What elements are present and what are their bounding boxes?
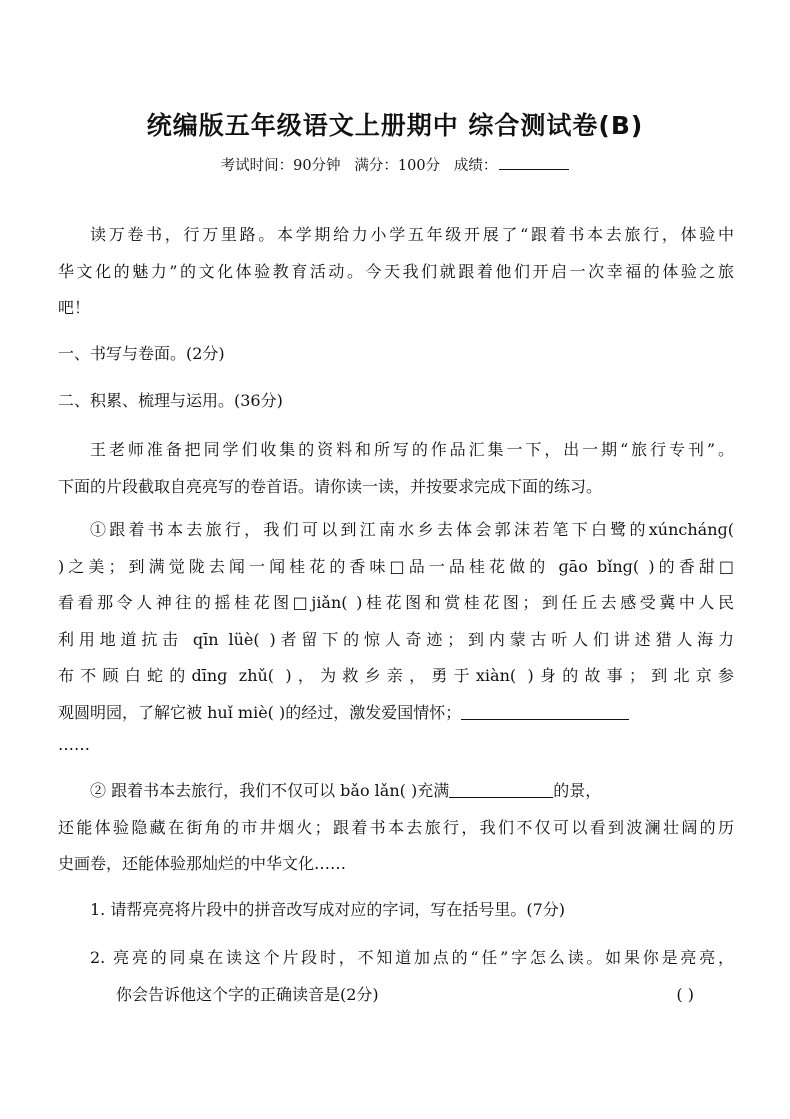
passage-two [58, 773, 734, 883]
section-heading: 一、书写与卷面。(2分) [58, 344, 225, 363]
answer-blank[interactable] [449, 781, 553, 798]
intro-line: 华文化的魅力”的文化体验教育活动。今天我们就跟着他们开启一次幸福的体验之旅 [58, 261, 734, 281]
question-one [58, 892, 734, 929]
passage-line: )之美；到满觉陇去闻一闻桂花的香味□品一品桂花做的 ɡāo bǐnɡ( )的香甜□ [58, 556, 734, 576]
answer-blank[interactable] [461, 703, 629, 720]
intro-line: 读万卷书，行万里路。本学期给力小学五年级开展了“跟着书本去旅行，体验中 [90, 225, 734, 244]
passage-line: 看看那令人神往的摇桂花图□jiǎn( )桂花图和赏桂花图；到任丘去感受冀中人民 [58, 593, 734, 612]
question-two [58, 940, 734, 1013]
passage-line: …… [58, 735, 90, 754]
question-text: 你会告诉他这个字的正确读音是(2分) [116, 984, 379, 1004]
passage-line: 利用地道抗击 qīn lüè( )者留下的惊人奇迹；到内蒙古听人们讲述猎人海力 [58, 629, 734, 649]
passage-text: 的景， [553, 781, 602, 800]
question-line: 1. 请帮亮亮将片段中的拼音改写成对应的字词，写在括号里。(7分) [90, 900, 566, 919]
passage-line: 还能体验隐藏在街角的市井烟火；跟着书本去旅行，我们不仅可以看到波澜壮阔的历 [58, 817, 734, 837]
intro-line: 吧！ [58, 298, 91, 317]
exam-title: 统编版五年级语文上册期中 综合测试卷(B) [146, 111, 644, 140]
task-intro [58, 432, 734, 505]
section-two-heading [58, 383, 734, 420]
passage-line [58, 773, 734, 810]
passage-line [58, 695, 734, 732]
passage-line: ①跟着书本去旅行，我们可以到江南水乡去体会郭沫若笔下白鹭的xúnchánɡ( [90, 520, 734, 539]
intro-paragraph [58, 217, 734, 327]
task-line: 王老师准备把同学们收集的资料和所写的作品汇集一下，出一期“旅行专刊”。 [90, 440, 734, 459]
passage-text: ② 跟着书本去旅行，我们不仅可以 bǎo lǎn( )充满 [90, 781, 450, 800]
question-line [58, 977, 734, 1014]
passage-line: 史画卷，还能体验那灿烂的中华文化…… [58, 854, 347, 873]
answer-parentheses[interactable]: ( ) [676, 984, 694, 1004]
passage-one [58, 512, 734, 759]
question-line: 2. 亮亮的同桌在读这个片段时，不知道加点的“任”字怎么读。如果你是亮亮， [90, 948, 734, 967]
exam-info-text: 考试时间：90分钟 满分：100分 成绩： [220, 158, 498, 174]
passage-text: 观圆明园，了解它被 huǐ miè( )的经过，激发爱国情怀； [58, 702, 462, 722]
score-blank[interactable] [499, 155, 569, 170]
exam-info [0, 154, 790, 175]
task-line: 下面的片段截取自亮亮写的卷首语。请你读一读，并按要求完成下面的练习。 [58, 476, 603, 496]
passage-line: 布不顾白蛇的dīnɡ zhǔ( )，为救乡亲，勇于xiàn( )身的故事；到北京参 [58, 666, 734, 685]
section-one-heading [58, 336, 734, 373]
section-heading: 二、积累、梳理与运用。(36分) [58, 391, 283, 410]
